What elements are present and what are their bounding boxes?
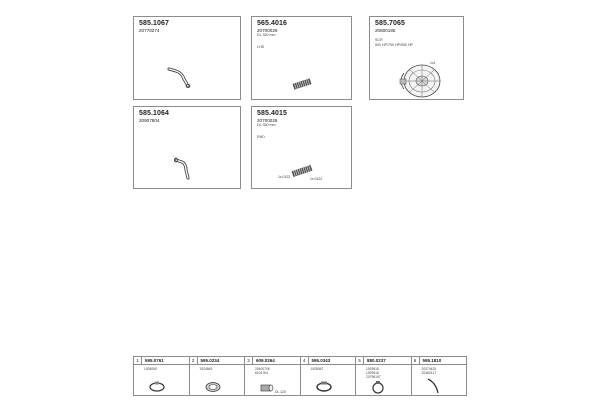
spec-line: DL 350 mm — [257, 33, 276, 37]
spec-line: SCR — [375, 38, 383, 42]
strip-cell-2[interactable] — [190, 357, 246, 395]
reference-number: 1924849 — [199, 367, 213, 371]
clamp-icon — [148, 381, 166, 393]
exhaust-pipe-icon — [166, 65, 196, 89]
part-card-2[interactable] — [251, 16, 352, 100]
reference-number: 20374425 — [421, 367, 437, 371]
exhaust-pipe-icon — [172, 154, 200, 182]
cell-index: 2 — [190, 357, 198, 364]
reference-number: 20700029 — [257, 28, 278, 33]
reference-number: 20382417 — [421, 371, 437, 375]
part-number: 595.0343 — [311, 358, 331, 363]
cell-index: 6 — [412, 357, 420, 364]
spec-line: DL 350 mm — [257, 123, 276, 127]
cell-index: 3 — [245, 357, 253, 364]
part-number: 585.4015 — [257, 110, 287, 117]
strip-cell-3[interactable] — [245, 357, 301, 395]
gasket-icon — [204, 381, 222, 393]
cell-index: 4 — [301, 357, 309, 364]
drive-side: RHD — [257, 135, 265, 139]
reference-number: 20907804 — [139, 118, 160, 123]
figure-label: 1x 0123 — [278, 175, 291, 179]
part-number: 880.0237 — [367, 358, 386, 363]
part-card-3[interactable] — [369, 16, 464, 100]
reference-number: 1929516 — [366, 371, 379, 375]
strip-cell-5[interactable] — [356, 357, 412, 395]
reference-number: 6104784 — [255, 371, 268, 375]
strip-cell-4[interactable] — [301, 357, 357, 395]
reference-number: 20400706 — [255, 367, 270, 371]
reference-number: 20700028 — [257, 118, 278, 123]
reference-number: 20778274 — [139, 28, 160, 33]
reference-number: 1928069 — [144, 367, 157, 371]
part-number: 595.0761 — [145, 358, 164, 363]
reference-number: 1928067 — [310, 367, 324, 371]
part-card-4[interactable] — [133, 106, 241, 189]
sleeve-icon — [259, 383, 275, 393]
figure-label: DL 120 — [275, 390, 286, 394]
reference-number: 20796197 — [366, 375, 381, 379]
part-number: 595.0234 — [200, 358, 220, 363]
strip-cell-6[interactable] — [412, 357, 467, 395]
part-number: 585.1067 — [139, 20, 169, 27]
flex-hose-icon — [291, 77, 313, 91]
part-card-5[interactable] — [251, 106, 352, 189]
part-number: 565.4016 — [257, 20, 287, 27]
reference-number: 20800185 — [375, 28, 396, 33]
part-number: 585.7065 — [375, 20, 405, 27]
reference-number: 1929515 — [366, 367, 379, 371]
spec-line: 500 HP/750 HP/550 HP — [375, 43, 413, 47]
cell-index: 5 — [356, 357, 364, 364]
clamp-icon — [315, 381, 333, 393]
scr-silencer-icon — [396, 61, 444, 99]
cell-index: 1 — [134, 357, 142, 364]
accessories-strip — [133, 356, 467, 396]
part-number: 595.1810 — [422, 358, 442, 363]
strip-cell-1[interactable] — [134, 357, 190, 395]
part-number: 609.0264 — [256, 358, 275, 363]
figure-label: 1x1 — [430, 61, 436, 65]
ring-clamp-icon — [371, 380, 385, 394]
strap-icon — [424, 377, 442, 395]
part-number: 585.1064 — [139, 110, 169, 117]
figure-label: 1x 0124 — [310, 177, 323, 181]
part-card-1[interactable] — [133, 16, 241, 100]
drive-side: LHD — [257, 45, 265, 49]
